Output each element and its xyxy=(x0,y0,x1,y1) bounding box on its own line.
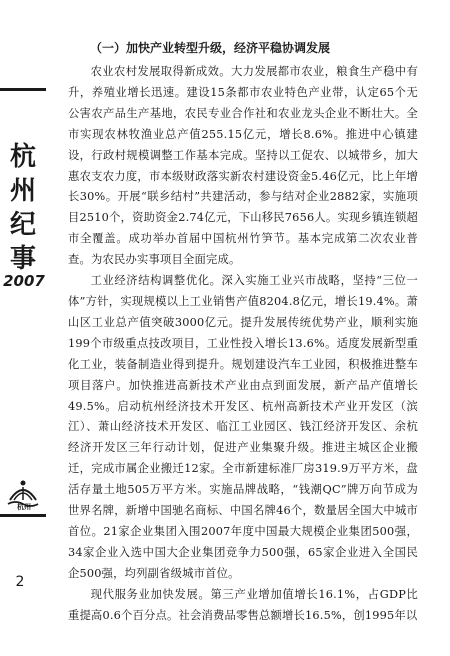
book-title-vertical xyxy=(2,140,44,276)
paragraph-agriculture: 农业农村发展取得新成效。大力发展都市农业，粮食生产稳中有升，养殖业增长迅速。建设15条都市农业特色产业带，认定65个无公害农产品生产基地，农民专业合作社和农业龙头企业不断壮大。全市实现农林牧渔业总产值255.15亿元，增长8.6%。推进中心镇建设，行政村规模调整工作基本完成。坚持以工促农、以城带乡，加大惠农支农力度，市本级财政落实新农村建设资金5.46亿元，比上年增长30%。开展“联乡结村”共建活动，参与结对企业2882家，实施项目2510个，资助资金2.74亿元，下山移民7656人。实现乡镇连锁超市全覆盖。成功举办首届中国杭州竹笋节。基本完成第二次农业普查。为农民办实事项目全面完成。 xyxy=(68,65,418,267)
book-title-char: 州 xyxy=(9,176,36,206)
paragraph-services: 现代服务业加快发展。第三产业增加值增长16.1%，占GDP比重提高0.6个百分点。社会消费品零售总额增长16.5%，创1995年以 xyxy=(68,587,418,622)
section-heading: （一）加快产业转型升级，经济平稳协调发展 xyxy=(90,41,331,55)
page-number: 2 xyxy=(15,574,25,590)
paragraph-industry: 工业经济结构调整优化。深入实施工业兴市战略，坚持“三位一体”方针，实现规模以上工业销售产值8204.8亿元，增长19.4%。萧山区工业总产值突破3000亿元。提升发展传统优势产业，顺利实施199个市级重点技改项目，工业性投入增长13.6%。适度发展新型重化工业，装备制造业得到提升。规划建设汽车工业园，积极推进整车项目落户。加快推进高新技术产业由点到面发展，新产品产值增长49.5%。启动杭州经济技术开发区、杭州高新技术产业开发区（滨江）、萧山经济技术开发区、临江工业园区、钱江经济开发区、余杭经济开发区三年行动计划，促进产业集聚升级。推进主城区企业搬迁，完成市属企业搬迁12家。全市新建标准厂房319.9万平方米，盘活存量土地505万平方米。实施品牌战略，“钱潮QC”牌万向节成为世界名牌，新增中国驰名商标、中国名牌46个，数量居全国大中城市首位。21家企业集团入围2007年度中国最大规模企业集团500强，34家企业入选中国大企业集团竞争力500强，65家企业进入全国民企500强，均列副省级城市首位。 xyxy=(68,274,418,580)
main-text xyxy=(68,38,418,626)
sidebar-top-rule xyxy=(0,88,46,91)
sidebar-bottom-rule xyxy=(0,514,46,517)
book-year: 2007 xyxy=(3,272,45,290)
sidebar xyxy=(0,0,48,656)
book-title-char: 纪 xyxy=(9,210,36,240)
book-title-char: 事 xyxy=(9,244,36,274)
logo-caption: 杭州 xyxy=(17,503,31,511)
book-title-char: 杭 xyxy=(9,142,36,172)
